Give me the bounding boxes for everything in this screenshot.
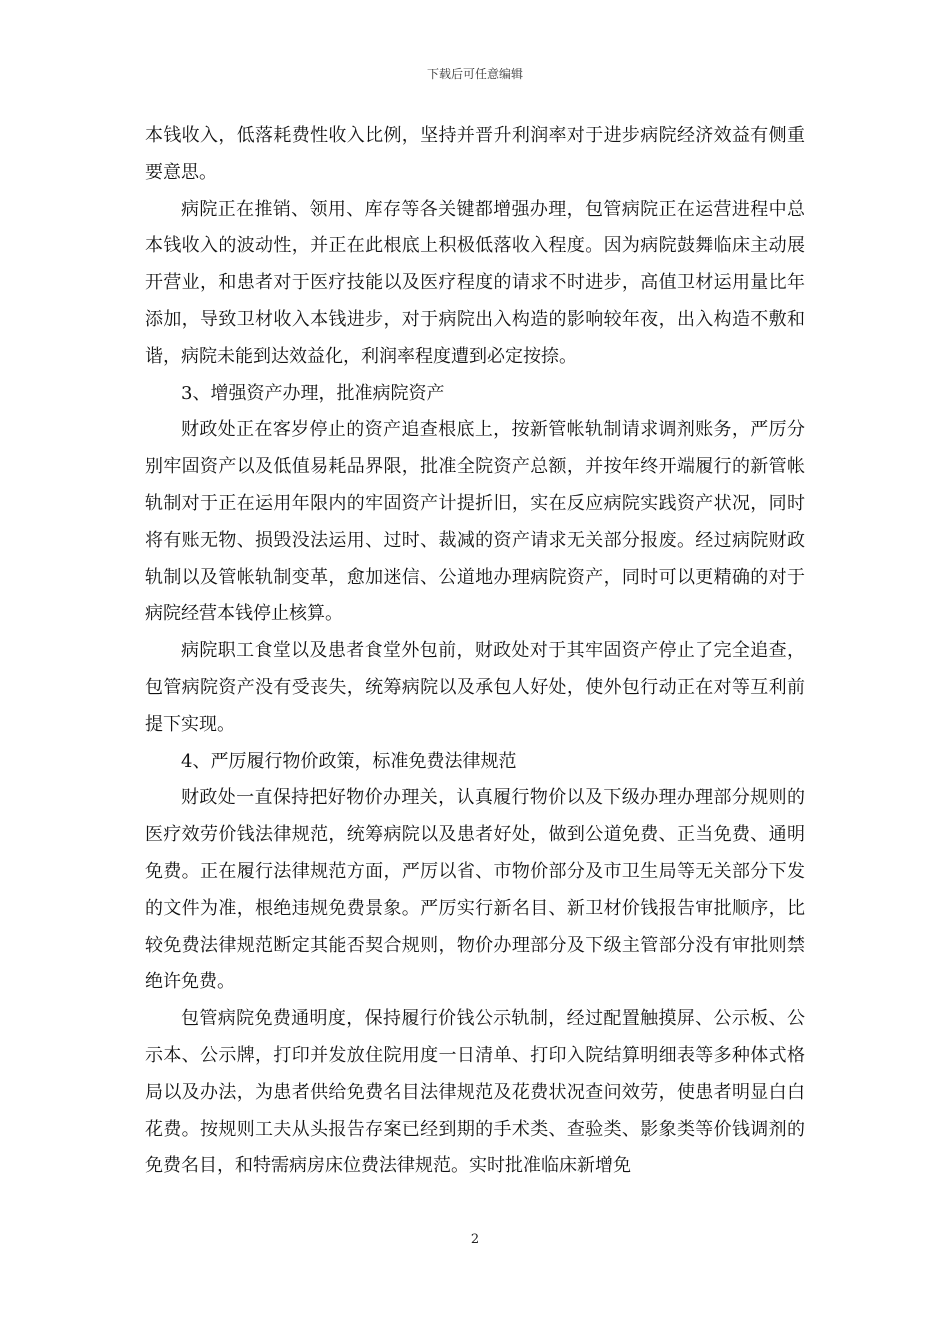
- section-heading-asset-management: 3、增强资产办理，批准病院资产: [181, 382, 445, 404]
- page-number: 2: [470, 1232, 480, 1247]
- paragraph-asset-audit: 财政处正在客岁停止的资产追查根底上，按新管帐轨制请求调剂账务，严厉分别牢固资产以及低值易耗品界限，批准全院资产总额，并按年终开端履行的新管帐轨制对于正在运用年限内的牢固资产计提折旧，实在反应病院实践资产状况，同时将有账无物、损毁没法运用、过时、裁减的资产请求无关部分报废。经过病院财政轨制以及管帐轨制变革，愈加迷信、公道地办理病院资产，同时可以更精确的对于病院经营本钱停止核算。: [145, 419, 805, 625]
- paragraph-price-management: 财政处一直保持把好物价办理关，认真履行物价以及下级办理办理部分规则的医疗效劳价钱法律规范，统筹病院以及患者好处，做到公道免费、正当免费、通明免费。正在履行法律规范方面，严厉以省、市物价部分及市卫生局等无关部分下发的文件为准，根绝违规免费景象。严厉实行新名目、新卫材价钱报告审批顺序，比较免费法律规范断定其能否契合规则，物价办理部分及下级主管部分没有审批则禁绝许免费。: [145, 787, 805, 993]
- paragraph-fee-transparency: 包管病院免费通明度，保持履行价钱公示轨制，经过配置触摸屏、公示板、公示本、公示牌，打印并发放住院用度一日清单、打印入院结算明细表等多种体式格局以及办法，为患者供给免费名目法律规范及花费状况查问效劳，使患者明显白白花费。按规则工夫从头报告存案已经到期的手术类、查验类、影象类等价钱调剂的免费名目，和特需病房床位费法律规范。实时批准临床新增免: [145, 1008, 805, 1177]
- paragraph-canteen-outsourcing: 病院职工食堂以及患者食堂外包前，财政处对于其牢固资产停止了完全追查，包管病院资产没有受丧失，统筹病院以及承包人好处，使外包行动正在对等互利前提下实现。: [145, 640, 805, 735]
- section-heading-price-policy: 4、严厉履行物价政策，标准免费法律规范: [181, 750, 517, 772]
- document-body: [145, 118, 805, 1185]
- paragraph-continuation: 本钱收入，低落耗费性收入比例，坚持并晋升利润率对于进步病院经济效益有侧重要意思。: [145, 125, 805, 183]
- page-header: 下载后可任意编辑: [426, 67, 523, 81]
- paragraph-cost-control: 病院正在推销、领用、库存等各关键都增强办理，包管病院正在运营进程中总本钱收入的波动性，并正在此根底上积极低落收入程度。因为病院鼓舞临床主动展开营业，和患者对于医疗技能以及医疗程度的请求不时进步，高值卫材运用量比年添加，导致卫材收入本钱进步，对于病院出入构造的影响较年夜，出入构造不敷和谐，病院未能到达效益化，利润率程度遭到必定按捺。: [145, 198, 805, 367]
